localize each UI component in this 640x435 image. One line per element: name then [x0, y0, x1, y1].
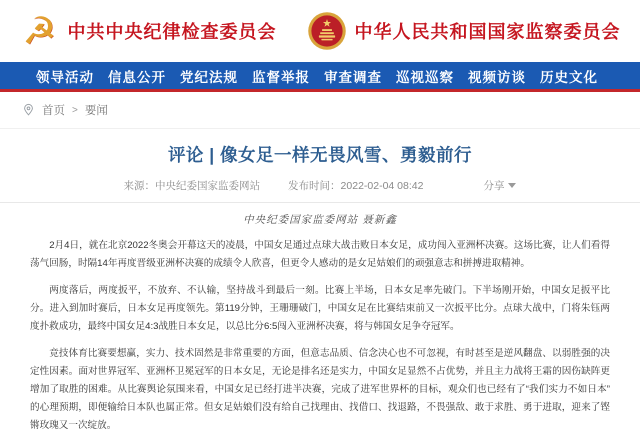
chevron-down-icon [508, 183, 516, 188]
paragraph-1: 2月4日，就在北京2022冬奥会开幕这天的凌晨，中国女足通过点球大战击败日本女足，成功闯入亚洲杯决赛。这场比赛，让人们看得荡气回肠，时隔14年再度晋级亚洲杯决赛的成绩令人欣喜，但更令人感动的是女足姑娘们的顽强意志和拼搏进取精神。 [30, 240, 610, 269]
nsc-org-name: 中华人民共和国国家监察委员会 [354, 22, 621, 42]
ccdi-org-name: 中共中央纪律检查委员会 [67, 22, 277, 42]
share-button[interactable] [483, 178, 516, 193]
paragraph-3: 竞技体育比赛要想赢，实力、技术固然是非常重要的方面，但意志品质、信念决心也不可忽视，有时甚至是逆风翻盘、以弱胜强的决定性因素。面对世界冠军、亚洲杯卫冕冠军的日本女足，无论是排名还是实力，中国女足显然不占优势，并且主力战将王霜的因伤缺阵更增加了取胜的困难。从比赛舆论氛围来看，中国女足已经打进半决赛，完成了进军世界杯的目标，观众们也已经有了“我们实力不如日本”的心理预期，即便输给日本队也属正常。但女足姑娘们没有给自己找理由、找借口、找退路，不畏强敌、敢于求胜、勇于进取，迎来了铿锵玫瑰又一次绽放。 [30, 348, 610, 431]
nav-item-supervision-report[interactable]: 监督举报 [252, 69, 310, 85]
nav-item-history-culture[interactable]: 历史文化 [540, 69, 598, 85]
breadcrumb-separator: > [72, 104, 78, 116]
source-value: 中央纪委国家监委网站 [155, 180, 261, 192]
publish-time-group [288, 178, 423, 193]
paragraph-2: 两度落后，两度扳平，不放弃、不认输，坚持战斗到最后一刻。比赛上半场，日本女足率先破门。下半场刚开始，中国女足扳平比分。进入到加时赛后，日本女足再度领先。第119分钟，王珊珊破门，中国女足在比赛结束前又一次扳平比分。点球大战中，门将朱钰两度扑救成功，最终中国女足4:3战胜日本女足，以总比分6:5闯入亚洲杯决赛，将与韩国女足争夺冠军。 [30, 285, 610, 332]
nav-item-inspection[interactable]: 巡视巡察 [396, 69, 454, 85]
main-nav [0, 62, 640, 92]
nav-item-video-interview[interactable]: 视频访谈 [468, 69, 526, 85]
page-title: 评论 | 像女足一样无畏风雪、勇毅前行 [167, 145, 473, 165]
nav-item-party-regulations[interactable]: 党纪法规 [180, 69, 238, 85]
header-divider [0, 202, 640, 203]
hammer-sickle-glyph: ☭ [22, 9, 57, 53]
share-label: 分享 [483, 180, 505, 192]
breadcrumb-current-link[interactable]: 要闻 [84, 105, 108, 117]
article-main [0, 142, 640, 435]
nav-item-review-investigation[interactable]: 审查调查 [324, 69, 382, 85]
party-emblem-icon [20, 11, 60, 51]
article-byline: 中央纪委国家监委网站 聂新鑫 [243, 214, 397, 226]
site-header [0, 0, 640, 62]
publish-time-value: 2022-02-04 08:42 [340, 180, 424, 192]
national-emblem-icon [307, 11, 347, 51]
ccdi-logo[interactable] [20, 11, 277, 51]
source-label: 来源： [123, 180, 156, 192]
breadcrumb-home-link[interactable]: 首页 [42, 105, 65, 117]
article-body [0, 227, 640, 435]
article-meta [0, 178, 640, 193]
nav-item-leadership[interactable]: 领导活动 [36, 69, 94, 85]
breadcrumb [0, 92, 640, 129]
source-group [124, 178, 261, 193]
publish-time-label: 发布时间： [288, 180, 341, 192]
location-pin-icon [22, 102, 35, 118]
nav-item-info-disclosure[interactable]: 信息公开 [108, 69, 166, 85]
nsc-logo[interactable] [307, 11, 621, 51]
